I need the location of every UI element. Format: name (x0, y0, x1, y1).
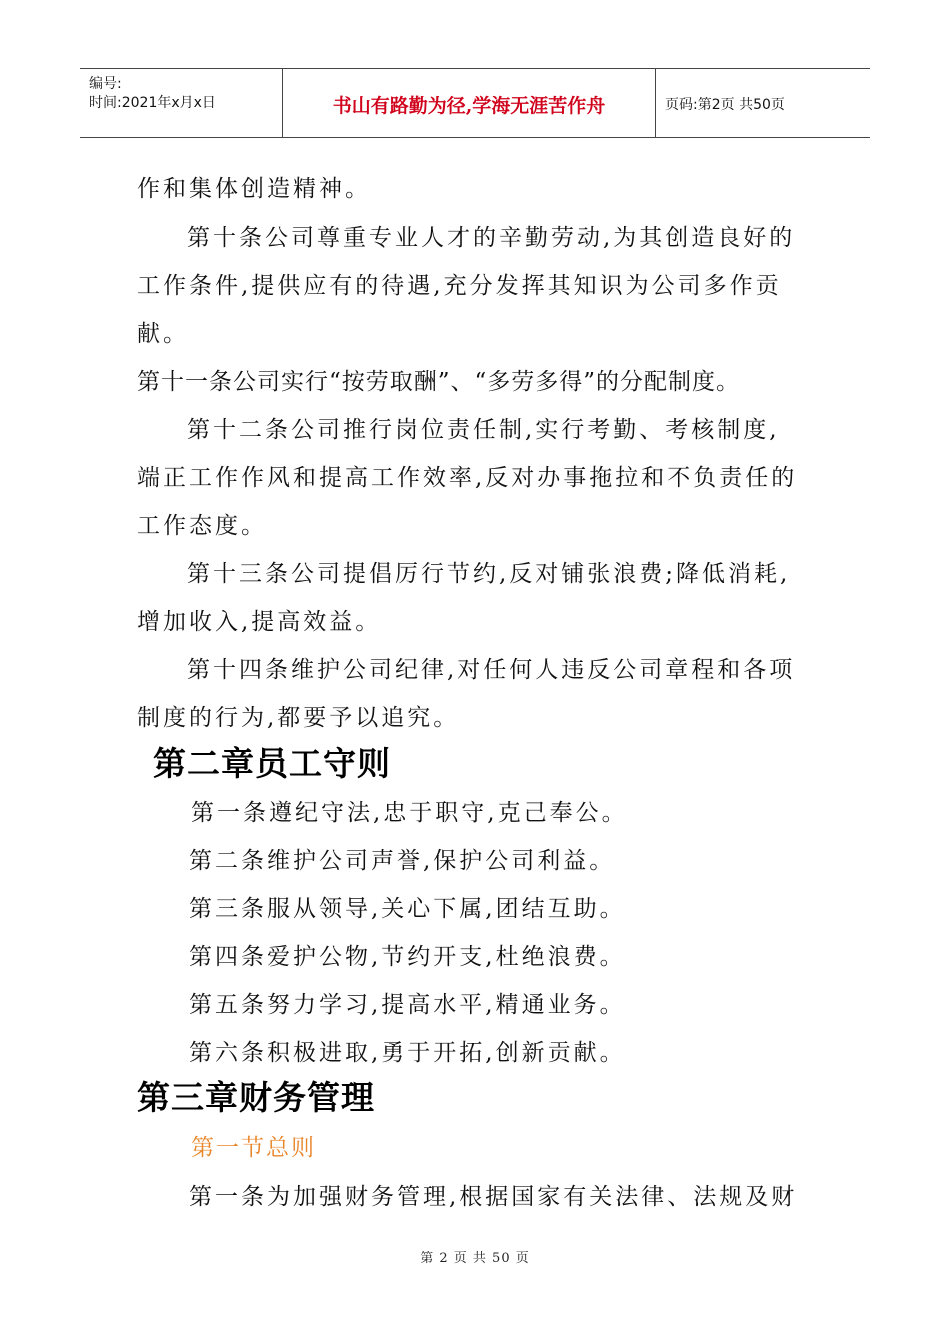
paragraph-line: 献。 (137, 321, 189, 347)
header-page-cell (656, 69, 870, 137)
paragraph-line: 第十三条公司提倡厉行节约,反对铺张浪费;降低消耗, (187, 561, 791, 587)
header-motto-cell (283, 69, 656, 137)
paragraph-line: 第十二条公司推行岗位责任制,实行考勤、考核制度, (187, 417, 780, 443)
paragraph-line: 第十条公司尊重专业人才的辛勤劳动,为其创造良好的 (187, 225, 796, 251)
rule-item: 第六条积极进取,勇于开拓,创新贡献。 (189, 1040, 626, 1066)
chapter-2-heading: 第二章员工守则 (153, 744, 391, 783)
page-header (80, 68, 870, 138)
paragraph-line: 工作条件,提供应有的待遇,充分发挥其知识为公司多作贡 (137, 273, 782, 299)
paragraph-line: 第十一条公司实行“按劳取酬”、“多劳多得”的分配制度。 (137, 369, 741, 395)
paragraph-line: 作和集体创造精神。 (137, 176, 371, 202)
rule-item: 第五条努力学习,提高水平,精通业务。 (189, 992, 626, 1018)
header-page-info: 页码:第2页 共50页 (665, 97, 785, 113)
paragraph-line: 第十四条维护公司纪律,对任何人违反公司章程和各项 (187, 657, 796, 683)
paragraph-line: 制度的行为,都要予以追究。 (137, 705, 460, 731)
rule-item: 第四条爱护公物,节约开支,杜绝浪费。 (189, 944, 626, 970)
paragraph-line: 第一条为加强财务管理,根据国家有关法律、法规及财 (189, 1184, 798, 1210)
page-footer: 第 2 页 共 50 页 (420, 1251, 530, 1266)
header-motto: 书山有路勤为径,学海无涯苦作舟 (332, 95, 606, 117)
header-meta-cell (80, 69, 283, 137)
section-1-heading: 第一节总则 (191, 1135, 316, 1161)
chapter-3-heading: 第三章财务管理 (137, 1078, 375, 1117)
paragraph-line: 增加收入,提高效益。 (137, 609, 382, 635)
rule-item: 第三条服从领导,关心下属,团结互助。 (189, 896, 626, 922)
document-number-label: 编号: (89, 76, 122, 92)
rule-item: 第二条维护公司声誉,保护公司利益。 (189, 848, 616, 874)
paragraph-line: 工作态度。 (137, 513, 267, 539)
document-date-label: 时间:2021年x月x日 (89, 95, 216, 111)
paragraph-line: 端正工作作风和提高工作效率,反对办事拖拉和不负责任的 (137, 465, 798, 491)
rule-item: 第一条遵纪守法,忠于职守,克己奉公。 (191, 800, 628, 826)
